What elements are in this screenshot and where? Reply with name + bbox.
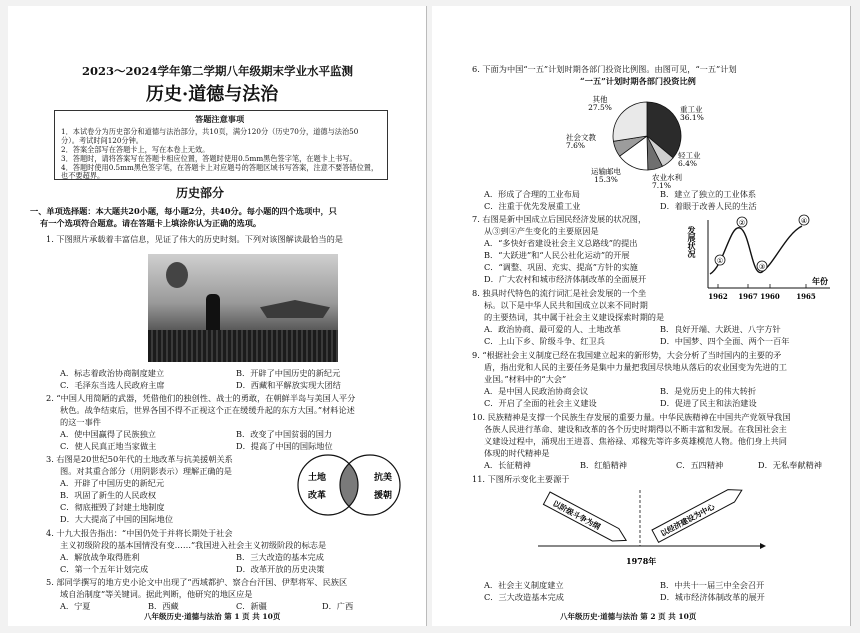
q1-option-a: A．标志着政治协商制度建立 [60,368,165,378]
question-5-line: 5. 部同学撰写的地方史小论文中出现了“西域都护、察合台汗国、伊犁将军、民族区 [46,577,348,587]
q7-option-d: D．广大农村和城市经济体制改革的全面展开 [484,274,647,284]
exam-title: 2023～2024学年第二学期八年级期末学业水平监测 [82,64,354,78]
axis-arrowhead [760,543,766,549]
pie-slice-value: 7.6% [566,141,586,150]
q11-option-a: A．社会主义制度建立 [484,580,564,590]
notice-line: 4．答题时使用0.5mm黑色签字笔，在答题卡上对应题号的答题区域书写答案，注意不要答错位置， [61,163,379,172]
q6-option-b: B．建立了独立的工业体系 [660,189,757,199]
historical-photo [148,254,338,362]
q4-option-d: D．改革开放的历史决策 [236,564,325,574]
q10-option-d: D．无私奉献精神 [758,460,822,470]
question-3-line: 3. 右图是20世纪50年代的土地改革与抗美援朝关系 [46,454,233,464]
question-2-line: 秋色。战争结束后，世界各国不得不正视这个正在缓缓升起的东方大国。”材料论述 [60,405,355,415]
question-3-line: 图。对其重合部分（用阴影表示）理解正确的是 [60,466,232,476]
right-page [432,6,851,626]
question-9-line: 盾，指出党和人民的主要任务是集中力量把我国尽快地从落后的农业国变为先进的工 [484,362,787,372]
q2-option-d: D．提高了中国的国际地位 [236,441,333,451]
point-label: ④ [800,217,808,225]
question-6-line: 6. 下面为中国“一五”计划时期各部门投资比例图。由图可见，“一五”计划 [472,64,737,74]
class-struggle-arrow [543,492,629,547]
page-footer: 八年级历史·道德与法治 第 2 页 共 10页 [560,612,697,621]
pie-slice-label: 运输邮电 [591,167,621,176]
notice-heading: 答题注意事项 [195,114,245,124]
q1-option-d: D．西藏和平解放实现大团结 [236,380,341,390]
q6-option-a: A．形成了合理的工业布局 [484,189,580,199]
q10-option-a: A．长征精神 [484,460,531,470]
pie-slice-label: 其他 [592,95,608,104]
part-one-line: 有一个选项符合题意。请在答题卡上填涂你认为正确的选项。 [40,218,262,228]
q9-option-a: A．是中国人民政治协商会议 [484,386,589,396]
q9-option-c: C．开启了全面的社会主义建设 [484,398,597,408]
q5-option-c: C．新疆 [236,601,267,611]
notice-line: 也不要超界。 [61,171,105,180]
exam-subtitle: 历史·道德与法治 [146,84,279,105]
q5-option-a: A．宁夏 [60,601,91,611]
notice-box [54,110,388,180]
question-10-line: 10. 民族精神是支撑一个民族生存发展的重要力量。中华民族精神在中国共产党领导我国 [472,412,791,422]
q9-option-d: D．促进了民主和法治建设 [660,398,757,408]
question-2-line: 的这一事件 [60,417,101,427]
speaker-figure [206,294,220,332]
question-2-line: 2. “中国人用简陋的武器，凭借他们的独创性、战士的勇敢，在朝鲜半岛与美国人平分 [46,393,356,403]
q11-option-b: B．中共十一届三中全会召开 [660,580,765,590]
point-label: ③ [758,263,766,271]
venn-label: 改革 [308,491,327,501]
question-10-line: 各族人民进行革命、建设和改革的各个历史时期得以不断丰富和发展。在我国社会主 [484,424,787,434]
section-title: 历史部分 [176,186,225,200]
question-11: 11. 下图所示变化主要源于 [472,474,570,484]
question-7-line: 从③到④产生变化的主要原因是 [484,226,599,236]
q3-option-a: A．开辟了中国历史的新纪元 [60,478,165,488]
notice-line: 分）。考试时间120分钟。 [61,136,143,145]
arrow-label-right: 以经济建设为中心 [658,502,717,539]
q2-option-a: A．使中国赢得了民族独立 [60,429,156,439]
q7-option-a: A．“多快好省建设社会主义总路线”的提出 [484,238,638,248]
q1-option-c: C．毛泽东当选人民政府主席 [60,380,165,390]
q8-option-c: C．上山下乡、阶级斗争、红卫兵 [484,336,605,346]
q4-option-c: C．第一个五年计划完成 [60,564,149,574]
question-8-line: 的主要热词，其中属于社会主义建设探索时期的是 [484,312,665,322]
q11-option-c: C．三大改造基本完成 [484,592,564,602]
pie-slice-value: 6.4% [678,159,698,168]
question-9-line: 9. “根据社会主义制度已经在我国建立起来的新形势，大会分析了当时国内的主要的矛 [472,350,782,360]
q2-option-c: C．使人民真正地当家做主 [60,441,157,451]
change-diagram [528,486,768,572]
q7-option-c: C．“调整、巩固、充实、提高”方针的实施 [484,262,638,272]
economy-line-chart [687,214,840,306]
pie-slice-value: 27.5% [588,103,612,112]
gate-tower-shape [260,300,330,318]
point-label: ① [716,257,724,265]
pie-slice-value: 7.1% [652,181,672,190]
venn-label: 抗美 [374,473,393,483]
crowd-shape [148,330,338,362]
venn-diagram [290,452,408,518]
part-one-line: 一、单项选择题：本大题共20小题，每小题2分，共40分。每小题的四个选项中，只 [30,206,337,216]
y-axis-label: 发展状况 [687,226,697,258]
question-10-line: 体现的时代精神是 [484,448,550,458]
q5-option-d: D．广西 [322,601,354,611]
investment-pie-chart [562,88,732,190]
question-8-line: 标。以下是中华人民共和国成立以来不同时期 [484,300,648,310]
pie-slice-label: 轻工业 [678,151,701,160]
x-axis-label: 年份 [812,276,828,286]
venn-label: 土地 [308,473,327,483]
q6-option-c: C．注重于优先发展重工业 [484,201,581,211]
q4-option-b: B．三大改造的基本完成 [236,552,324,562]
q5-option-b: B．西藏 [148,601,179,611]
q3-option-c: C．彻底摧毁了封建土地制度 [60,502,165,512]
balloon-shape [166,262,188,288]
development-curve [710,226,802,274]
axis-year-label: 1978年 [626,556,657,566]
q6-option-d: D．着眼于改善人民的生活 [660,201,757,211]
question-7-line: 7. 右图是新中国成立后国民经济发展的状况图， [472,214,647,224]
pie-slice [613,102,647,141]
q4-option-a: A．解放战争取得胜利 [60,552,140,562]
q1-option-b: B．开辟了中国历史的新纪元 [236,368,341,378]
point-label: ② [738,219,746,227]
economic-construction-arrow [652,484,745,542]
question-4-line: 主义初级阶段的基本国情没有变……”我国进入社会主义初级阶段的标志是 [60,540,327,550]
notice-line: 2．答案全部写在答题卡上，写在本卷上无效。 [61,145,210,154]
x-tick-label: 1965 [796,292,816,301]
question-8-line: 8. 独具时代特色的流行词汇是社会发展的一个坐 [472,288,647,298]
question-10-line: 义建设过程中，涌现出王进喜、焦裕禄、邓稼先等许多英雄模范人物。他们身上共同 [484,436,787,446]
arrow-label-left: 以阶级斗争为纲 [551,498,602,532]
q10-option-c: C．五四精神 [676,460,724,470]
q8-option-d: D．中国梦、四个全面、两个一百年 [660,336,790,346]
x-tick-label: 1967 [738,292,758,301]
q11-option-d: D．城市经济体制改革的展开 [660,592,765,602]
question-9-line: 业国。”材料中的“大会” [484,374,567,384]
page-footer: 八年级历史·道德与法治 第 1 页 共 10页 [144,612,281,621]
pie-slice-value: 15.3% [594,175,618,184]
x-tick-label: 1960 [760,292,780,301]
q10-option-b: B．红船精神 [580,460,627,470]
q3-option-d: D．大大提高了中国的国际地位 [60,514,174,524]
q8-option-b: B．良好开端、大跃进、八字方针 [660,324,781,334]
pie-chart-title: “一五”计划时期各部门投资比例 [580,76,696,86]
pie-slice-label: 重工业 [680,105,703,114]
notice-line: 1．本试卷分为历史部分和道德与法治部分，共10页，满分120分（历史70分，道德与法治50 [61,127,359,136]
q8-option-a: A．政治协商、最可爱的人、土地改革 [484,324,621,334]
q2-option-b: B．改变了中国贫弱的国力 [236,429,333,439]
pie-slice-label: 农业水利 [652,173,682,182]
pie-slice-value: 36.1% [680,113,704,122]
question-1: 1. 下图照片承载着丰富信息，见证了伟大的历史时刻。下列对该图解读最恰当的是 [46,234,343,244]
q9-option-b: B．是党历史上的伟大转折 [660,386,757,396]
notice-line: 3．答题时，请将答案写在答题卡相应位置，答题时使用0.5mm黑色签字笔，在题卡上书写。 [61,154,357,163]
question-5-line: 域自治制度”等关键词。据此判断，他研究的地区应是 [60,589,253,599]
left-page [8,6,427,626]
question-4-line: 4. 十九大报告指出：“中国仍处于并将长期处于社会 [46,528,233,538]
q3-option-b: B．巩固了新生的人民政权 [60,490,157,500]
venn-label: 援朝 [374,491,393,501]
q7-option-b: B．“大跃进”和“人民公社化运动”的开展 [484,250,630,260]
pie-slice-label: 社会文教 [566,133,596,142]
x-tick-label: 1962 [708,292,728,301]
